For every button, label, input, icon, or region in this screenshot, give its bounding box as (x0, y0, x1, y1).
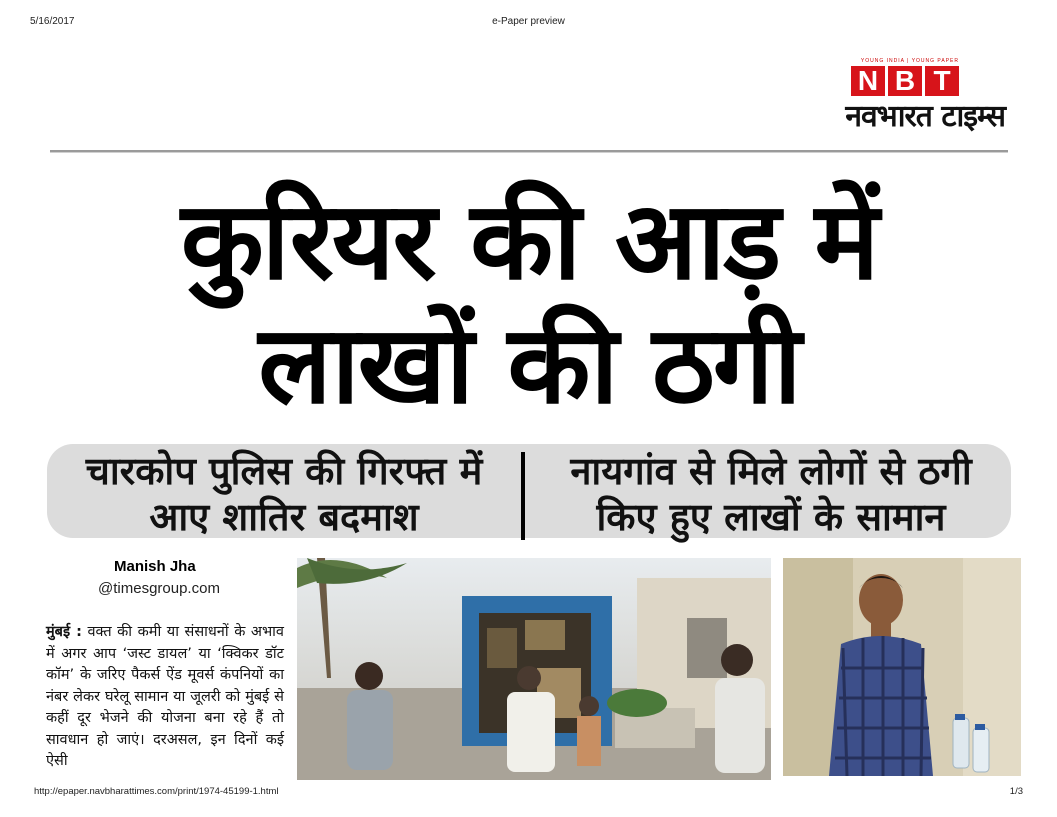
article-text: वक्त की कमी या संसाधनों के अभाव में अगर आप ‘जस्ट डायल’ या ‘क्विकर डॉट कॉम’ के जरिए पैकर्स ऐंड मूवर्स कंपनियों का नंबर लेकर घरेलू सामान या जूलरी को मुंबई से कहीं दूर भेजने की योजना बना रहे हैं तो सावधान हो जाएं। दरअसल, इन दिनों कई ऐसी (46, 624, 284, 769)
photo-accused-man-image (783, 558, 1021, 776)
logo-tagline: YOUNG INDIA | YOUNG PAPER (860, 58, 959, 64)
subhead-right (530, 448, 1012, 540)
photo-courier-truck-image (297, 558, 771, 780)
subhead-left-line-2: आए शातिर बदमाश (149, 495, 419, 539)
logo-name-hindi: नवभारत टाइम्स (845, 99, 1005, 134)
nbt-logo (805, 58, 1005, 138)
byline-email: @timesgroup.com (98, 580, 220, 597)
subhead-left-line-1: चारकोप पुलिस की गिरफ्त में (85, 449, 483, 493)
header-rule (50, 150, 1008, 152)
subhead-right-line-2: किए हुए लाखों के सामान (596, 495, 946, 539)
logo-letter-b: B (888, 66, 922, 96)
footer-page-number: 1/3 (1009, 786, 1023, 797)
logo-letter-n: N (851, 66, 885, 96)
subhead-right-line-1: नायगांव से मिले लोगों से ठगी (570, 449, 972, 493)
print-date: 5/16/2017 (30, 16, 75, 27)
footer-url: http://epaper.navbharattimes.com/print/1974-45199-1.html (34, 786, 279, 797)
print-title: e-Paper preview (492, 16, 565, 27)
subhead-left (47, 448, 521, 540)
headline-line-2: लाखों की ठगी (258, 303, 800, 428)
photo-courier-truck (297, 558, 771, 780)
logo-letter-t: T (925, 66, 959, 96)
logo-letters (851, 66, 959, 96)
article-dateline: मुंबई : (46, 624, 82, 640)
subhead-divider (521, 452, 525, 540)
headline-line-1: कुरियर की आड़ में (180, 179, 878, 304)
photo-accused-man (783, 558, 1021, 776)
article-body (46, 622, 284, 773)
headline (50, 180, 1008, 428)
byline-author: Manish Jha (114, 558, 196, 575)
